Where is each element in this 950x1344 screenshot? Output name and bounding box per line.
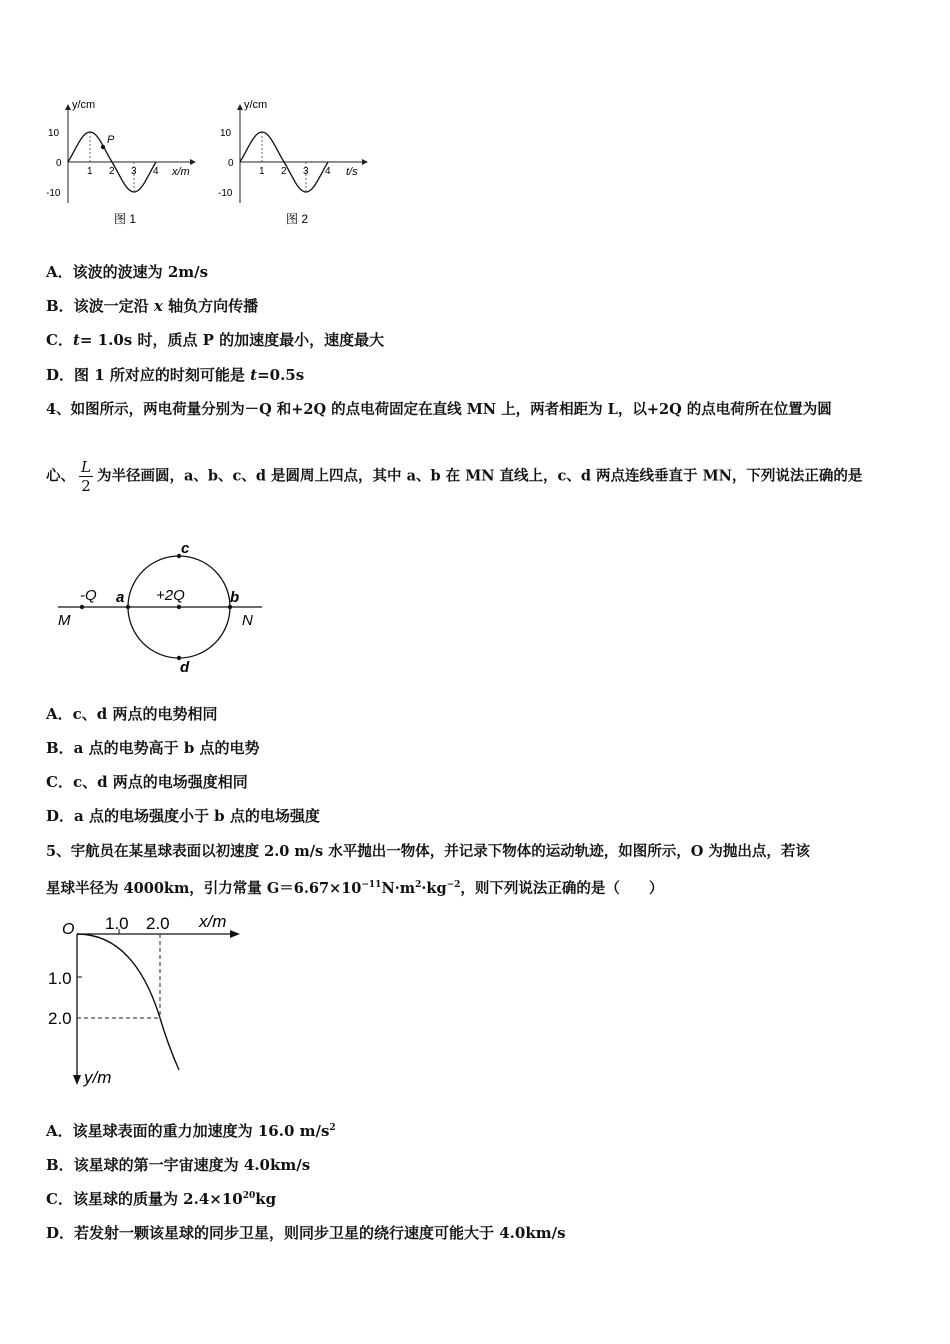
fig2-y0: 0 — [228, 158, 234, 169]
q5-stem2-post: ，则下列说法正确的是（ ） — [460, 880, 664, 897]
fig2-caption: 图 2 — [286, 212, 309, 226]
q5-stem2-exp1: −11 — [361, 880, 382, 891]
q3-option-b-post: 轴负方向传播 — [162, 297, 259, 315]
fig1-caption: 图 1 — [114, 212, 137, 226]
q4-option-a: A．c、d 两点的电势相同 — [46, 705, 218, 723]
fig1-ylabel: y/cm — [72, 99, 96, 111]
fig1-x-arrow-icon — [190, 159, 196, 165]
fig2-tick-4: 4 — [325, 166, 331, 177]
q4-b-label: b — [230, 589, 240, 606]
fig1-tick-3: 3 — [131, 166, 137, 177]
q4-stem2-pre: 心、 — [46, 467, 75, 485]
q5-option-a-pre: A．该星球表面的重力加速度为 16.0 m/s — [46, 1122, 330, 1140]
q4-charge-figure — [50, 540, 270, 680]
q5-option-a — [46, 1120, 336, 1141]
q3-option-b — [46, 295, 258, 316]
fig1-point-p-label: P — [107, 134, 115, 146]
q3-option-d — [46, 364, 304, 385]
q4-negq-label: -Q — [80, 587, 97, 604]
fig2-tick-3: 3 — [303, 166, 309, 177]
q4-stem2-post: 为半径画圆，a、b、c、d 是圆周上四点，其中 a、b 在 MN 直线上，c、d 两点连线垂直于 MN，下列说法正确的是 — [96, 467, 863, 485]
q5-stem-line1: 5、宇航员在某星球表面以初速度 2.0 m/s 水平抛出一物体，并记录下物体的运动轨迹，如图所示，O 为抛出点，若该 — [46, 843, 810, 860]
wave-figure-1 — [40, 95, 200, 235]
q4-m-label: M — [58, 612, 71, 629]
q4-option-c: C．c、d 两点的电场强度相同 — [46, 773, 248, 791]
q3-option-d-var: t — [250, 366, 258, 384]
fig1-tick-2: 2 — [109, 166, 115, 177]
q5-option-c — [46, 1188, 276, 1209]
q5-x2-label: 2.0 — [146, 914, 170, 933]
q4-frac-den: 2 — [81, 477, 91, 495]
q5-option-c-pre: C．该星球的质量为 2.4×10 — [46, 1190, 243, 1208]
q4-option-b: B．a 点的电势高于 b 点的电势 — [46, 739, 260, 757]
q4-posq-label: +2Q — [156, 587, 185, 604]
q3-option-d-pre: D．图 1 所对应的时刻可能是 — [46, 366, 251, 384]
q5-stem-line2 — [46, 877, 663, 898]
q5-option-c-sup: 20 — [242, 1191, 256, 1201]
q5-stem2-exp2: 2 — [415, 880, 422, 891]
fig2-yneg10: -10 — [218, 188, 233, 199]
fig1-yneg10: -10 — [46, 188, 61, 199]
q4-d-label: d — [180, 659, 190, 676]
q5-y-arrow-icon — [73, 1075, 81, 1085]
q5-ylabel: y/m — [84, 1068, 112, 1087]
q3-option-c-pre: C． — [46, 331, 73, 349]
q3-option-b-var: x — [153, 297, 163, 315]
q4-frac-num: L — [81, 458, 91, 476]
fig2-y10: 10 — [220, 128, 232, 139]
q5-option-d: D．若发射一颗该星球的同步卫星，则同步卫星的绕行速度可能大于 4.0km/s — [46, 1224, 566, 1242]
q5-option-c-post: kg — [255, 1190, 277, 1208]
fig2-y-arrow-icon — [237, 104, 243, 110]
q5-stem2-mid: N·m — [381, 880, 416, 897]
q5-trajectory-curve — [77, 934, 179, 1070]
fig1-xlabel: x/m — [172, 166, 190, 178]
fig2-tick-1: 1 — [259, 166, 265, 177]
q4-stem-line2 — [46, 458, 862, 495]
q5-xlabel: x/m — [199, 912, 227, 931]
q5-stem2-pre: 星球半径为 4000km，引力常量 G＝6.67×10 — [46, 880, 362, 897]
q4-c-label: c — [181, 540, 190, 557]
q5-stem2-mid2: ·kg — [421, 880, 447, 897]
fig2-ylabel: y/cm — [244, 99, 268, 111]
q3-option-c-post: = 1.0s 时，质点 P 的加速度最小，速度最大 — [79, 331, 385, 349]
fig1-y10: 10 — [48, 128, 60, 139]
q3-option-c — [46, 329, 384, 350]
fig1-y0: 0 — [56, 158, 62, 169]
q4-radius-fraction — [79, 458, 93, 495]
q5-stem2-exp3: −2 — [446, 880, 461, 891]
q5-option-b: B．该星球的第一宇宙速度为 4.0km/s — [46, 1156, 311, 1174]
fig1-tick-1: 1 — [87, 166, 93, 177]
q5-origin-label: O — [62, 921, 75, 938]
wave-figure-2 — [212, 95, 372, 235]
q4-n-label: N — [242, 612, 253, 629]
q5-y2-label: 2.0 — [48, 1009, 72, 1028]
fig2-tick-2: 2 — [281, 166, 287, 177]
q5-trajectory-figure — [44, 905, 264, 1095]
q4-negq-dot — [80, 605, 84, 609]
q4-posq-dot — [177, 605, 181, 609]
q5-x-arrow-icon — [230, 930, 240, 938]
fig1-point-p — [101, 145, 105, 149]
q4-option-d: D．a 点的电场强度小于 b 点的电场强度 — [46, 807, 320, 825]
q5-option-a-sup: 2 — [329, 1123, 336, 1133]
q5-x1-label: 1.0 — [105, 914, 129, 933]
q3-option-c-var: t — [72, 331, 80, 349]
q3-option-b-pre: B．该波一定沿 — [46, 297, 154, 315]
fig1-tick-4: 4 — [153, 166, 159, 177]
fig2-xlabel: t/s — [346, 166, 358, 178]
q4-point-a — [126, 605, 130, 609]
q3-option-d-post: =0.5s — [257, 366, 305, 384]
q5-y1-label: 1.0 — [48, 969, 72, 988]
q3-option-a: A．该波的波速为 2m/s — [46, 263, 209, 281]
fig2-t-arrow-icon — [362, 159, 368, 165]
fig1-y-arrow-icon — [65, 104, 71, 110]
q4-a-label: a — [116, 589, 125, 606]
q4-stem-line1: 4、如图所示，两电荷量分别为－Q 和+2Q 的点电荷固定在直线 MN 上，两者相距为 L，以+2Q 的点电荷所在位置为圆 — [46, 401, 832, 418]
